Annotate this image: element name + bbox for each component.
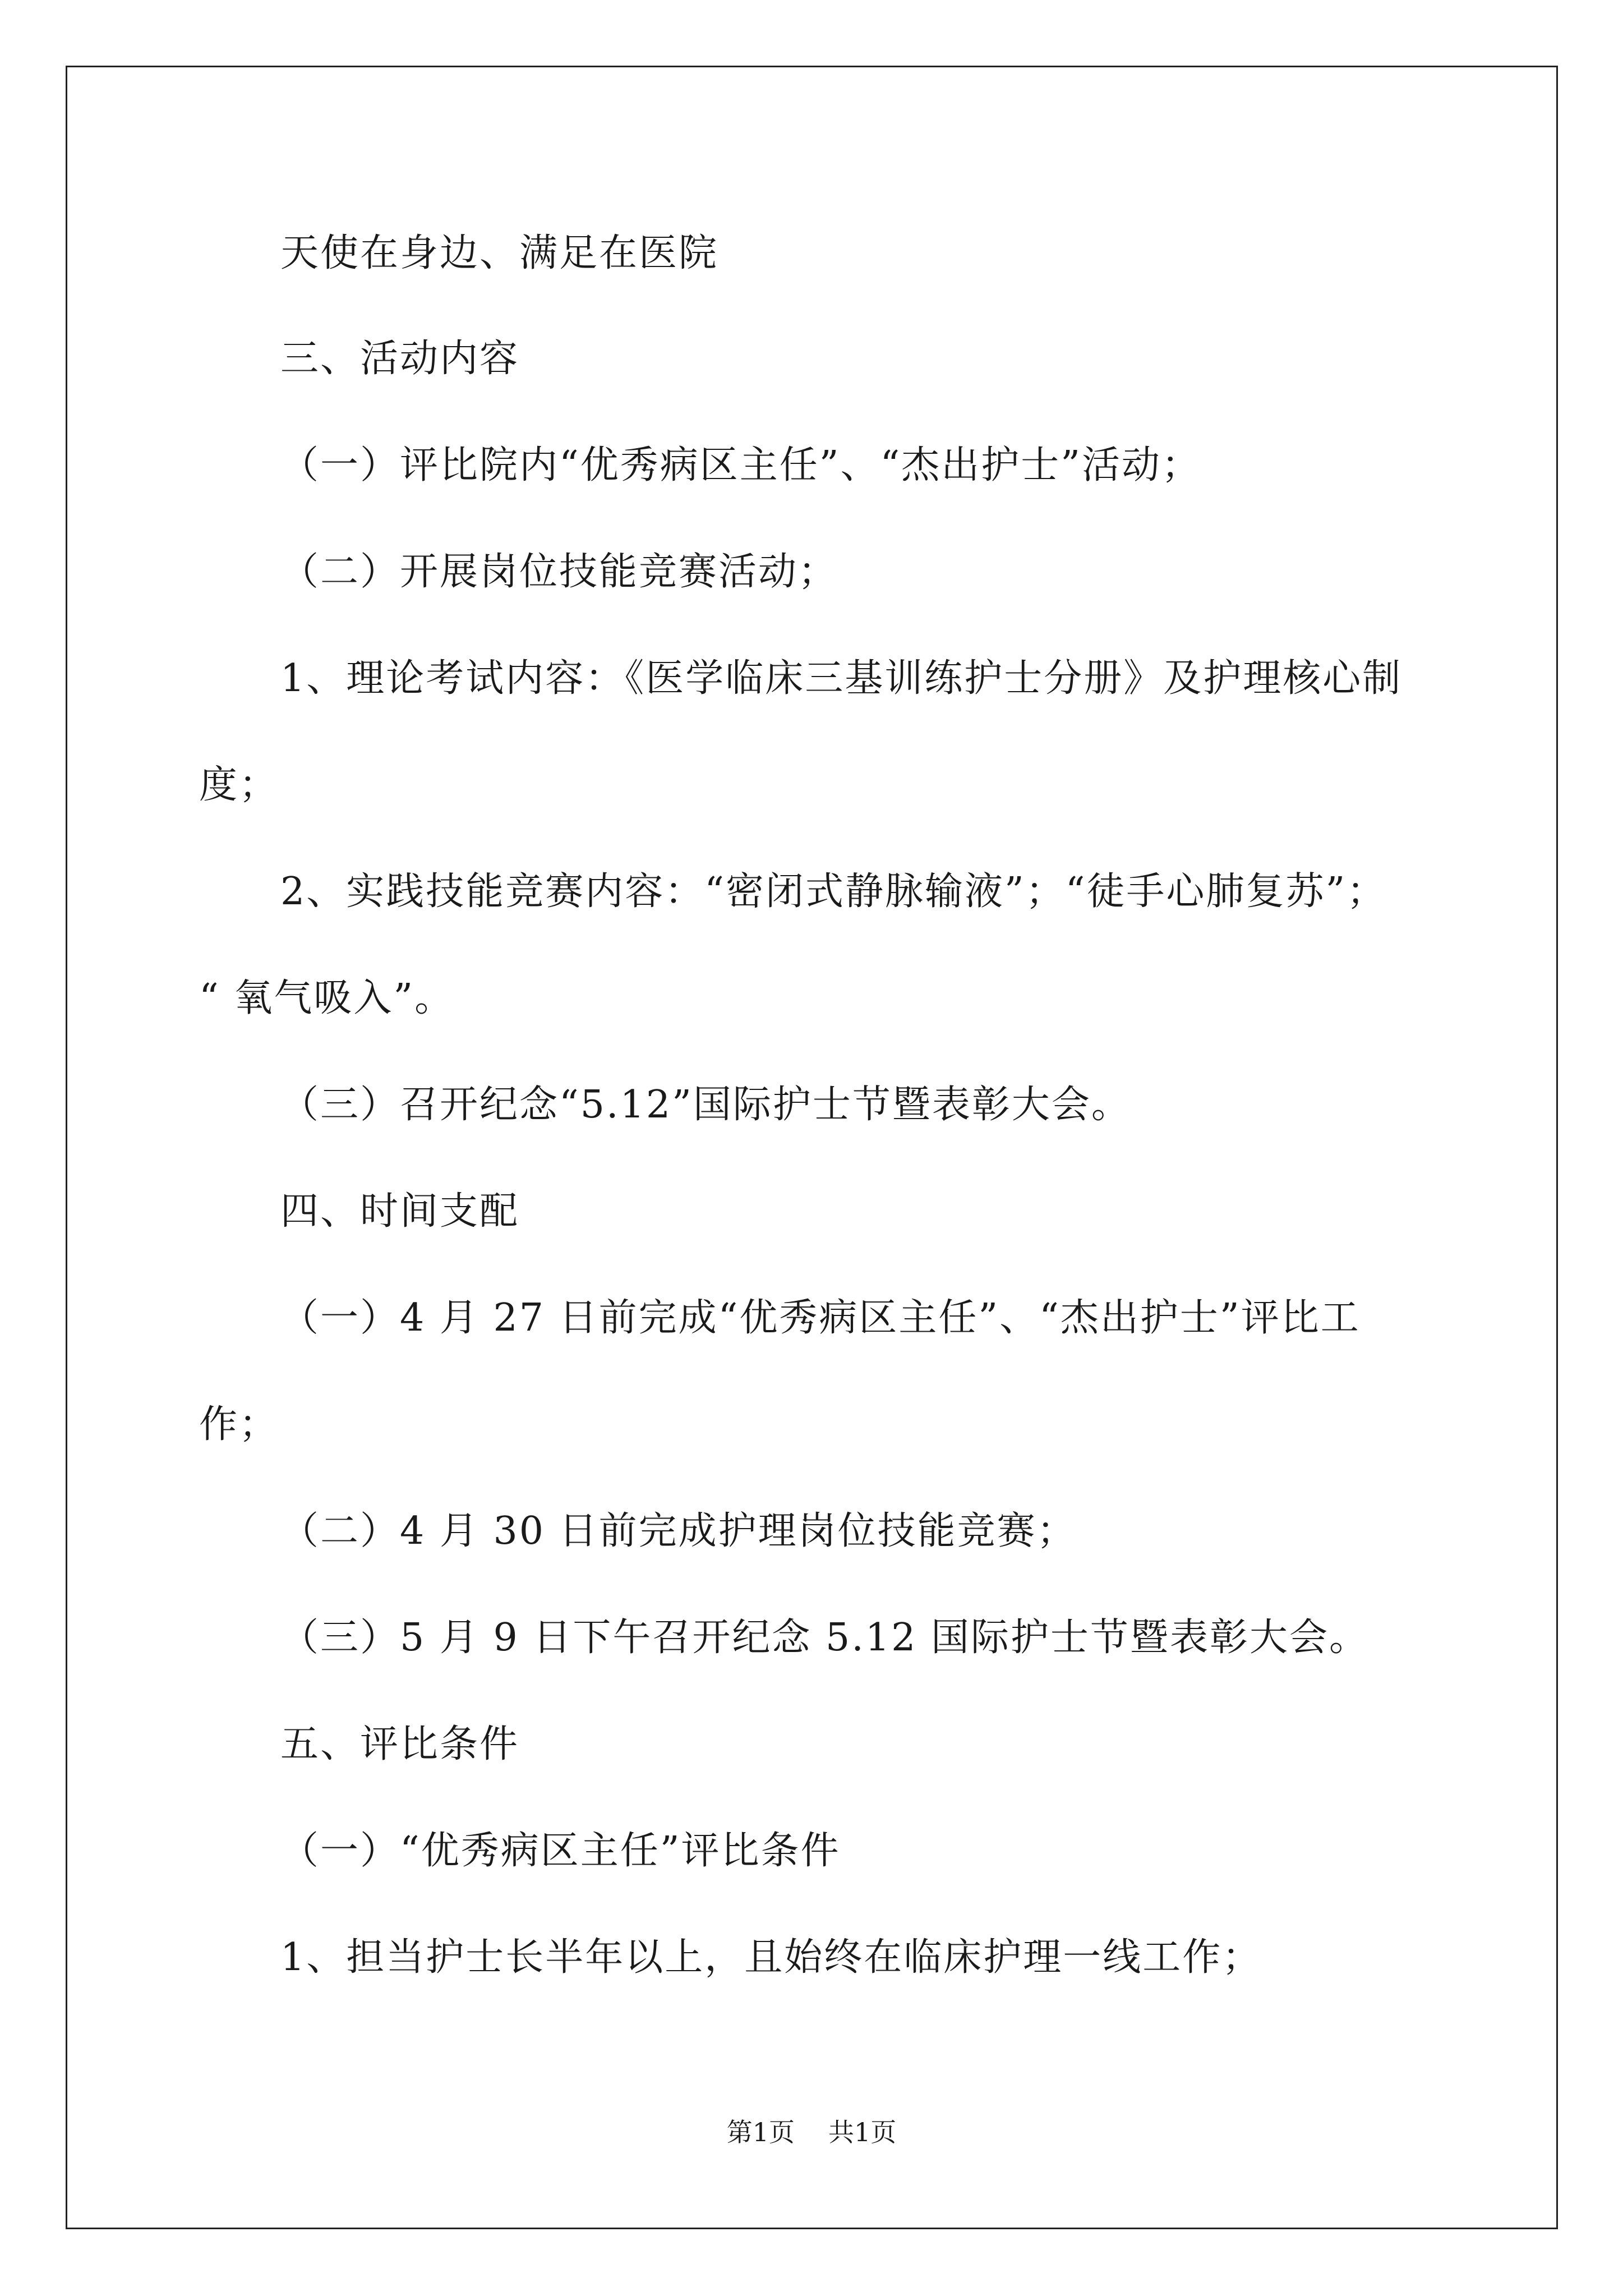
list-item: （三）召开纪念“5.12”国际护士节暨表彰大会。 [280,1083,1131,1127]
list-item: （一）4 月 27 日前完成“优秀病区主任”、“杰出护士”评比工 [280,1296,1361,1340]
list-item: 1、理论考试内容：《医学临床三基训练护士分册》及护理核心制 [280,656,1403,701]
list-item: （二）开展岗位技能竞赛活动； [280,550,838,594]
list-item: 2、实践技能竞赛内容：“密闭式静脉输液”；“徒手心肺复苏”； [280,869,1387,914]
list-item-continuation: “ 氧气吸入”。 [199,976,455,1020]
body-line-1: 天使在身边、满足在医院 [280,231,719,275]
sub-heading: （一）“优秀病区主任”评比条件 [280,1829,841,1873]
list-item: （一）评比院内“优秀病区主任”、“杰出护士”活动； [280,443,1202,487]
list-item-continuation: 度； [199,763,279,807]
page-number-current: 第1页 [726,2117,795,2147]
list-item: （三）5 月 9 日下午召开纪念 5.12 国际护士节暨表彰大会。 [280,1616,1370,1660]
page-border [66,66,1558,2229]
section-heading-3: 三、活动内容 [280,337,520,381]
list-item: 1、担当护士长半年以上，且始终在临床护理一线工作； [280,1935,1262,1980]
page-footer [0,2119,1623,2145]
page-number-total: 共1页 [828,2117,897,2147]
section-heading-5: 五、评比条件 [280,1722,520,1766]
section-heading-4: 四、时间支配 [280,1189,520,1234]
list-item: （二）4 月 30 日前完成护理岗位技能竞赛； [280,1509,1077,1553]
list-item-continuation: 作； [199,1402,279,1447]
